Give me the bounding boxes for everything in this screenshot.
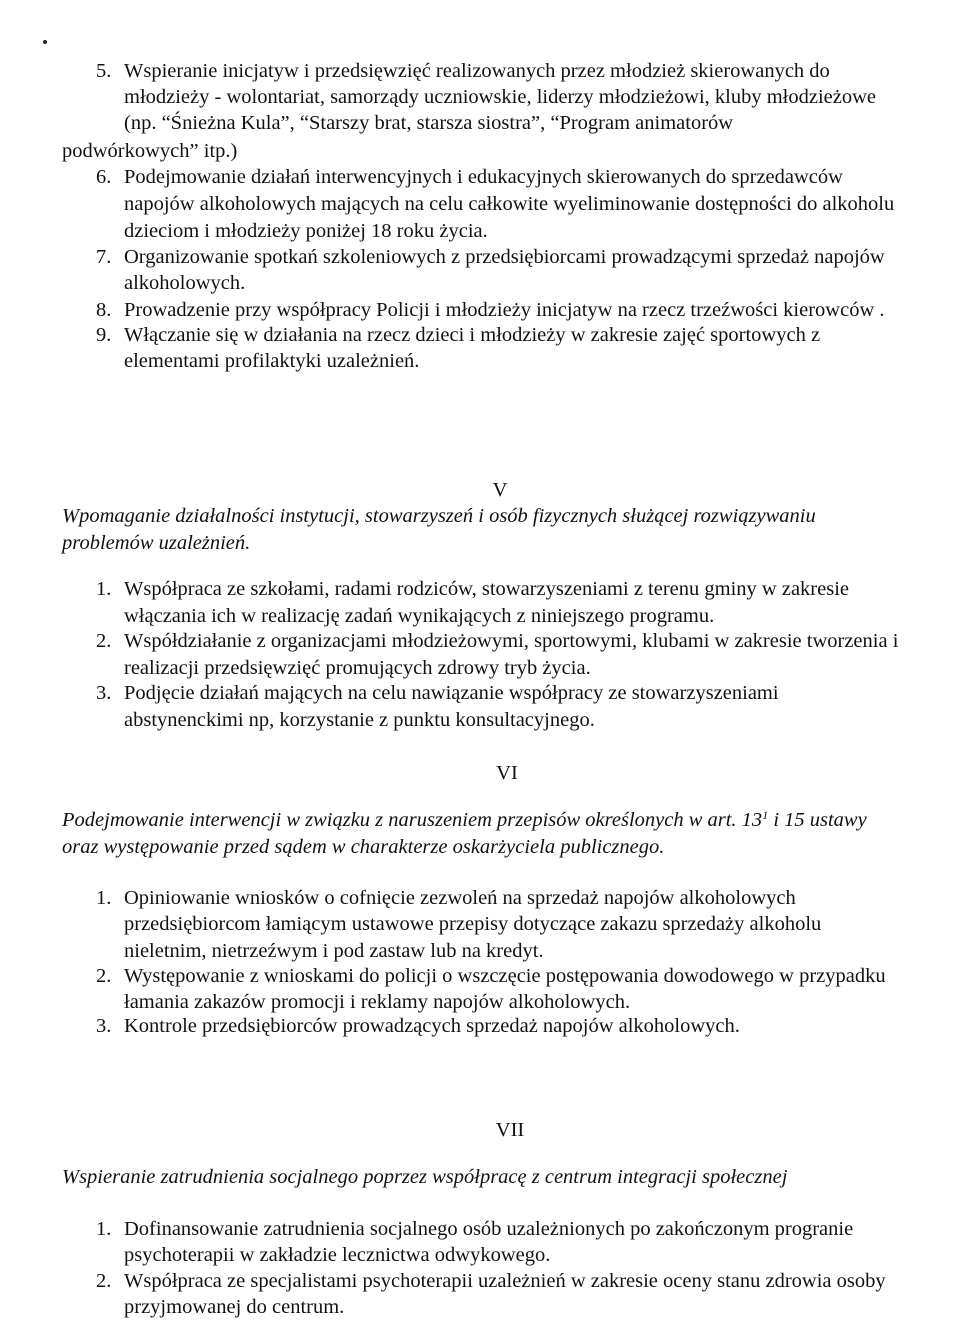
list-item-number: 2.: [96, 630, 112, 652]
list-item-number: 2.: [96, 1270, 112, 1292]
list-item-number: 1.: [96, 887, 112, 909]
list-item-line: podwórkowych” itp.): [62, 140, 238, 162]
section-title: [62, 807, 942, 860]
list-item-line: łamania zakazów promocji i reklamy napojów alkoholowych.: [124, 991, 631, 1013]
list-item-number: 1.: [96, 1218, 112, 1240]
section-number: VI: [496, 762, 518, 784]
list-item-line: Organizowanie spotkań szkoleniowych z przedsiębiorcami prowadzącymi sprzedaż napojów: [124, 246, 885, 268]
list-item-number: 3.: [96, 682, 112, 704]
list-item-line: włączania ich w realizację zadań wynikających z niniejszego programu.: [124, 605, 715, 627]
section-title-line: problemów uzależnień.: [62, 531, 251, 554]
list-item-line: psychoterapii w zakładzie lecznictwa odwykowego.: [124, 1244, 551, 1266]
section-title: [62, 503, 942, 556]
list-item-line: dzieciom i młodzieży poniżej 18 roku życia.: [124, 220, 488, 242]
list-item-line: Współpraca ze szkołami, radami rodziców, stowarzyszeniami z terenu gminy w zakresie: [124, 578, 849, 600]
list-item-number: 2.: [96, 965, 112, 987]
list-item-line: Współpraca ze specjalistami psychoterapii uzależnień w zakresie oceny stanu zdrowia osoby: [124, 1270, 886, 1292]
list-item-number: 1.: [96, 578, 112, 600]
section-title-superscript: 1: [762, 808, 769, 822]
scan-dot: [43, 40, 47, 44]
list-item-line: Opiniowanie wniosków o cofnięcie zezwoleń na sprzedaż napojów alkoholowych: [124, 887, 796, 909]
list-item-line: Wspieranie inicjatyw i przedsięwzięć realizowanych przez młodzież skierowanych do: [124, 60, 830, 82]
list-item-line: Podjęcie działań mających na celu nawiązanie współpracy ze stowarzyszeniami: [124, 682, 779, 704]
list-item-line: (np. “Śnieżna Kula”, “Starszy brat, starsza siostra”, “Program animatorów: [124, 112, 734, 134]
list-item-line: Kontrole przedsiębiorców prowadzących sprzedaż napojów alkoholowych.: [124, 1015, 740, 1037]
list-item-line: przedsiębiorcom łamiącym ustawowe przepisy dotyczące zakazu sprzedaży alkoholu: [124, 913, 822, 935]
section-title-line: Wpomaganie działalności instytucji, stowarzyszeń i osób fizycznych służącej rozwiązywaniu: [62, 505, 816, 527]
list-item-line: Występowanie z wnioskami do policji o wszczęcie postępowania dowodowego w przypadku: [124, 965, 886, 987]
list-item-line: Włączanie się w działania na rzecz dzieci i młodzieży w zakresie zajęć sportowych z: [124, 324, 821, 346]
list-item-line: elementami profilaktyki uzależnień.: [124, 350, 420, 372]
section-title-text: Podejmowanie interwencji w związku z naruszeniem przepisów określonych w art. 13: [62, 809, 763, 831]
list-item-line: realizacji przedsięwzięć promujących zdrowy tryb życia.: [124, 657, 591, 679]
list-item-number: 9.: [96, 324, 112, 346]
section-number: VII: [495, 1119, 525, 1141]
list-item-line: Dofinansowanie zatrudnienia socjalnego osób uzależnionych po zakończonym progranie: [124, 1218, 854, 1240]
list-item-line: młodzieży - wolontariat, samorządy uczniowskie, liderzy młodzieżowi, kluby młodzieżowe: [124, 86, 876, 108]
section-number: V: [492, 479, 508, 501]
list-item-number: 3.: [96, 1015, 112, 1037]
list-item-line: napojów alkoholowych mających na celu całkowite wyeliminowanie dostępności do alkoholu: [124, 193, 895, 215]
section-title: [62, 1164, 942, 1191]
section-title-line: [62, 807, 942, 834]
section-title-line: oraz występowanie przed sądem w charakterze oskarżyciela publicznego.: [62, 835, 665, 858]
list-item-line: alkoholowych.: [124, 272, 246, 294]
list-item-line: Prowadzenie przy współpracy Policji i młodzieży inicjatyw na rzecz trzeźwości kierowców .: [124, 299, 885, 321]
list-item-line: przyjmowanej do centrum.: [124, 1296, 345, 1318]
list-item-line: abstynenckimi np, korzystanie z punktu konsultacyjnego.: [124, 709, 595, 731]
list-item-number: 7.: [96, 246, 112, 268]
list-item-number: 5.: [96, 60, 112, 82]
list-item-line: Współdziałanie z organizacjami młodzieżowymi, sportowymi, klubami w zakresie tworzenia i: [124, 630, 899, 652]
list-item-number: 8.: [96, 299, 112, 321]
list-item-line: Podejmowanie działań interwencyjnych i edukacyjnych skierowanych do sprzedawców: [124, 166, 843, 188]
section-title-text: i 15 ustawy: [768, 809, 867, 831]
list-item-number: 6.: [96, 166, 112, 188]
section-title-line: Wspieranie zatrudnienia socjalnego poprzez współpracę z centrum integracji społecznej: [62, 1166, 788, 1188]
list-item-line: nieletnim, nietrzeźwym i pod zastaw lub na kredyt.: [124, 940, 544, 962]
